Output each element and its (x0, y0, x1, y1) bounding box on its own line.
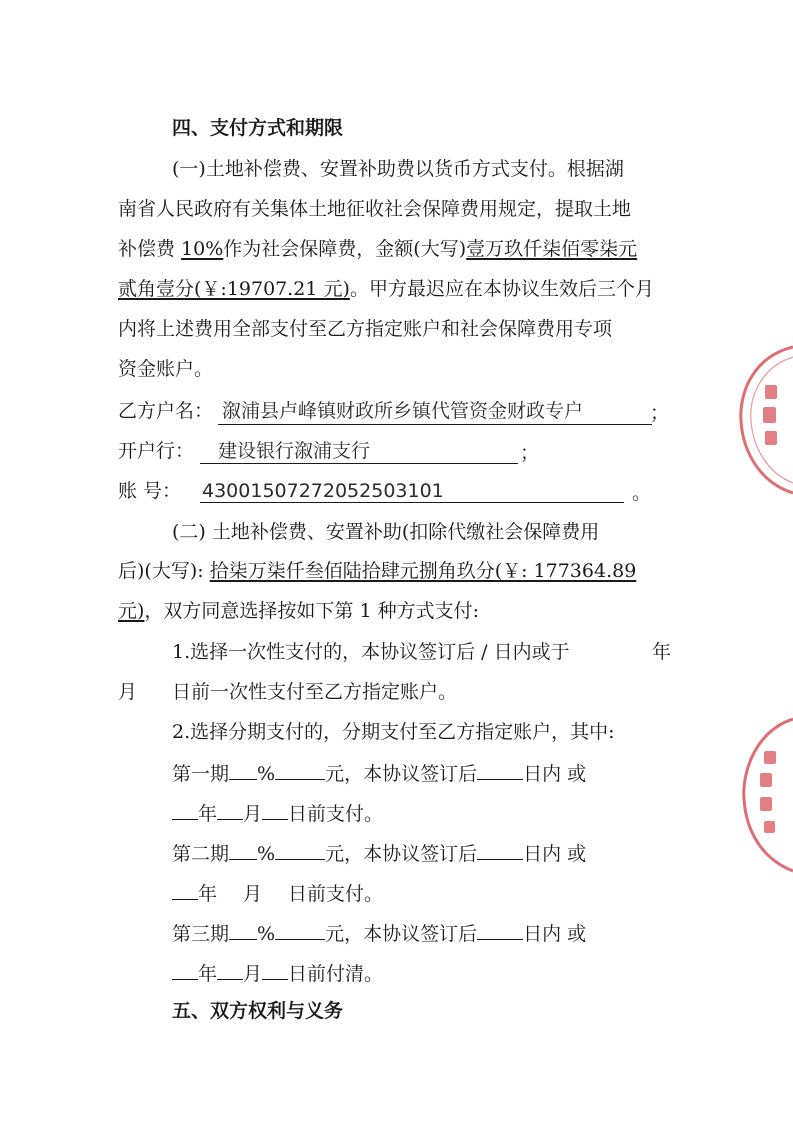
period2-days-or: 日内 或 (523, 843, 587, 865)
account-number-end: 。 (632, 482, 652, 504)
period3-sign-text: 元，本协议签订后 (325, 923, 478, 945)
para1-line1: (一)土地补偿费、安置补助费以货币方式支付。根据湖 (172, 158, 624, 180)
period1-days-blank (477, 761, 523, 780)
option1-text: 1.选择一次性支付的，本协议签订后 (172, 641, 482, 663)
account-number-value: 43001507272052503101 (202, 480, 444, 502)
period1-pct-blank (229, 761, 257, 780)
option1-text-b: 日内或于 (487, 641, 570, 663)
period2-month: 月 (243, 883, 263, 905)
period3-day-blank (262, 961, 288, 980)
period3-days-or: 日内 或 (523, 923, 587, 945)
para1-line4 (118, 278, 654, 300)
account-name-end: ； (650, 402, 670, 424)
period1-amount-blank (275, 761, 325, 780)
period3-amount-blank (275, 921, 325, 940)
period3-pct: % (257, 923, 276, 945)
account-number-underline (200, 502, 624, 503)
period2-year: 年 (198, 883, 218, 905)
para1-line4-text: 。甲方最迟应在本协议生效后三个月 (349, 278, 654, 300)
period1-year-blank (172, 801, 198, 820)
para1-line2: 南省人民政府有关集体土地征收社会保障费用规定，提取土地 (118, 198, 632, 220)
period1-year: 年 (198, 803, 218, 825)
section-4-heading: 四、支付方式和期限 (172, 117, 344, 139)
seal-stamp-bottom (738, 715, 793, 875)
period1-label: 第一期 (172, 763, 230, 785)
compensation-amount-words: 拾柒万柒仟叁佰陆拾肆元捌角玖分(￥: 177364.89 (209, 560, 637, 582)
social-security-amount-figure: 贰角壹分(￥:19707.21 元) (118, 278, 350, 300)
period3-year: 年 (198, 963, 218, 985)
compensation-amount-end: 元) (118, 600, 145, 622)
period2-row (172, 841, 586, 865)
period2-label: 第二期 (172, 843, 230, 865)
para2-line2-text: 后)(大写): (118, 560, 210, 582)
para1-line6: 资金账户。 (118, 358, 214, 380)
period1-day-blank (262, 801, 288, 820)
period3-label: 第三期 (172, 923, 230, 945)
period2-pct-blank (229, 841, 257, 860)
account-name-label: 乙方户名： (118, 400, 214, 422)
para1-line3-text: 补偿费 (118, 238, 182, 260)
account-name-underline (218, 424, 652, 425)
period1-sign-text: 元，本协议签订后 (325, 763, 478, 785)
para1-line3-text-b: 作为社会保障费，金额(大写) (223, 238, 467, 260)
para2-line2 (118, 560, 636, 582)
para2-line3-text-c: 种方式支付: (371, 600, 480, 622)
para2-line1: (二) 土地补偿费、安置补助(扣除代缴社会保障费用 (172, 521, 600, 543)
period2-year-blank (172, 881, 198, 900)
para2-line3 (118, 600, 479, 622)
period2-amount-blank (275, 841, 325, 860)
para2-line3-text: ，双方同意选择按如下第 (144, 600, 360, 622)
period1-month-blank (217, 801, 243, 820)
period3-date-row (172, 961, 383, 985)
section-5-heading: 五、双方权利与义务 (172, 1000, 344, 1022)
account-name-value: 溆浦县卢峰镇财政所乡镇代管资金财政专户 (222, 400, 584, 422)
bank-underline (200, 463, 518, 464)
period3-days-blank (477, 921, 523, 940)
bank-end: ； (520, 442, 540, 464)
seal-stamp-top (735, 345, 793, 495)
option1-month: 月 (118, 681, 138, 703)
period3-row (172, 921, 586, 945)
account-number-label: 账 号： (118, 480, 182, 502)
bank-label: 开户行： (118, 440, 195, 462)
period1-date-row (172, 801, 383, 825)
period3-year-blank (172, 961, 198, 980)
period1-month: 月 (243, 803, 263, 825)
period2-pay-before: 日前支付。 (288, 883, 384, 905)
period2-pct: % (257, 843, 276, 865)
period2-days-blank (477, 841, 523, 860)
option1-line2: 日前一次性支付至乙方指定账户。 (172, 681, 458, 703)
period2-sign-text: 元，本协议签订后 (325, 843, 478, 865)
period1-pay-before: 日前支付。 (288, 803, 384, 825)
period3-pay-off: 日前付清。 (288, 963, 384, 985)
social-security-amount-words: 壹万玖仟柒佰零柒元 (466, 238, 638, 260)
period3-month: 月 (243, 963, 263, 985)
period1-pct: % (257, 763, 276, 785)
period2-date-row (172, 881, 383, 905)
period1-days-or: 日内 或 (523, 763, 587, 785)
para1-line3 (118, 238, 637, 260)
payment-method-choice: 1 (359, 600, 372, 622)
bank-value: 建设银行溆浦支行 (218, 440, 371, 462)
deduction-percentage: 10% (181, 238, 224, 260)
option1-year: 年 (652, 641, 672, 663)
para1-line5: 内将上述费用全部支付至乙方指定账户和社会保障费用专项 (118, 318, 613, 340)
option1-days-slash: / (481, 641, 488, 663)
option2-intro: 2.选择分期支付的，分期支付至乙方指定账户，其中: (172, 721, 615, 743)
period1-row (172, 761, 586, 785)
option1-line1 (172, 641, 570, 663)
period3-pct-blank (229, 921, 257, 940)
period3-month-blank (217, 961, 243, 980)
